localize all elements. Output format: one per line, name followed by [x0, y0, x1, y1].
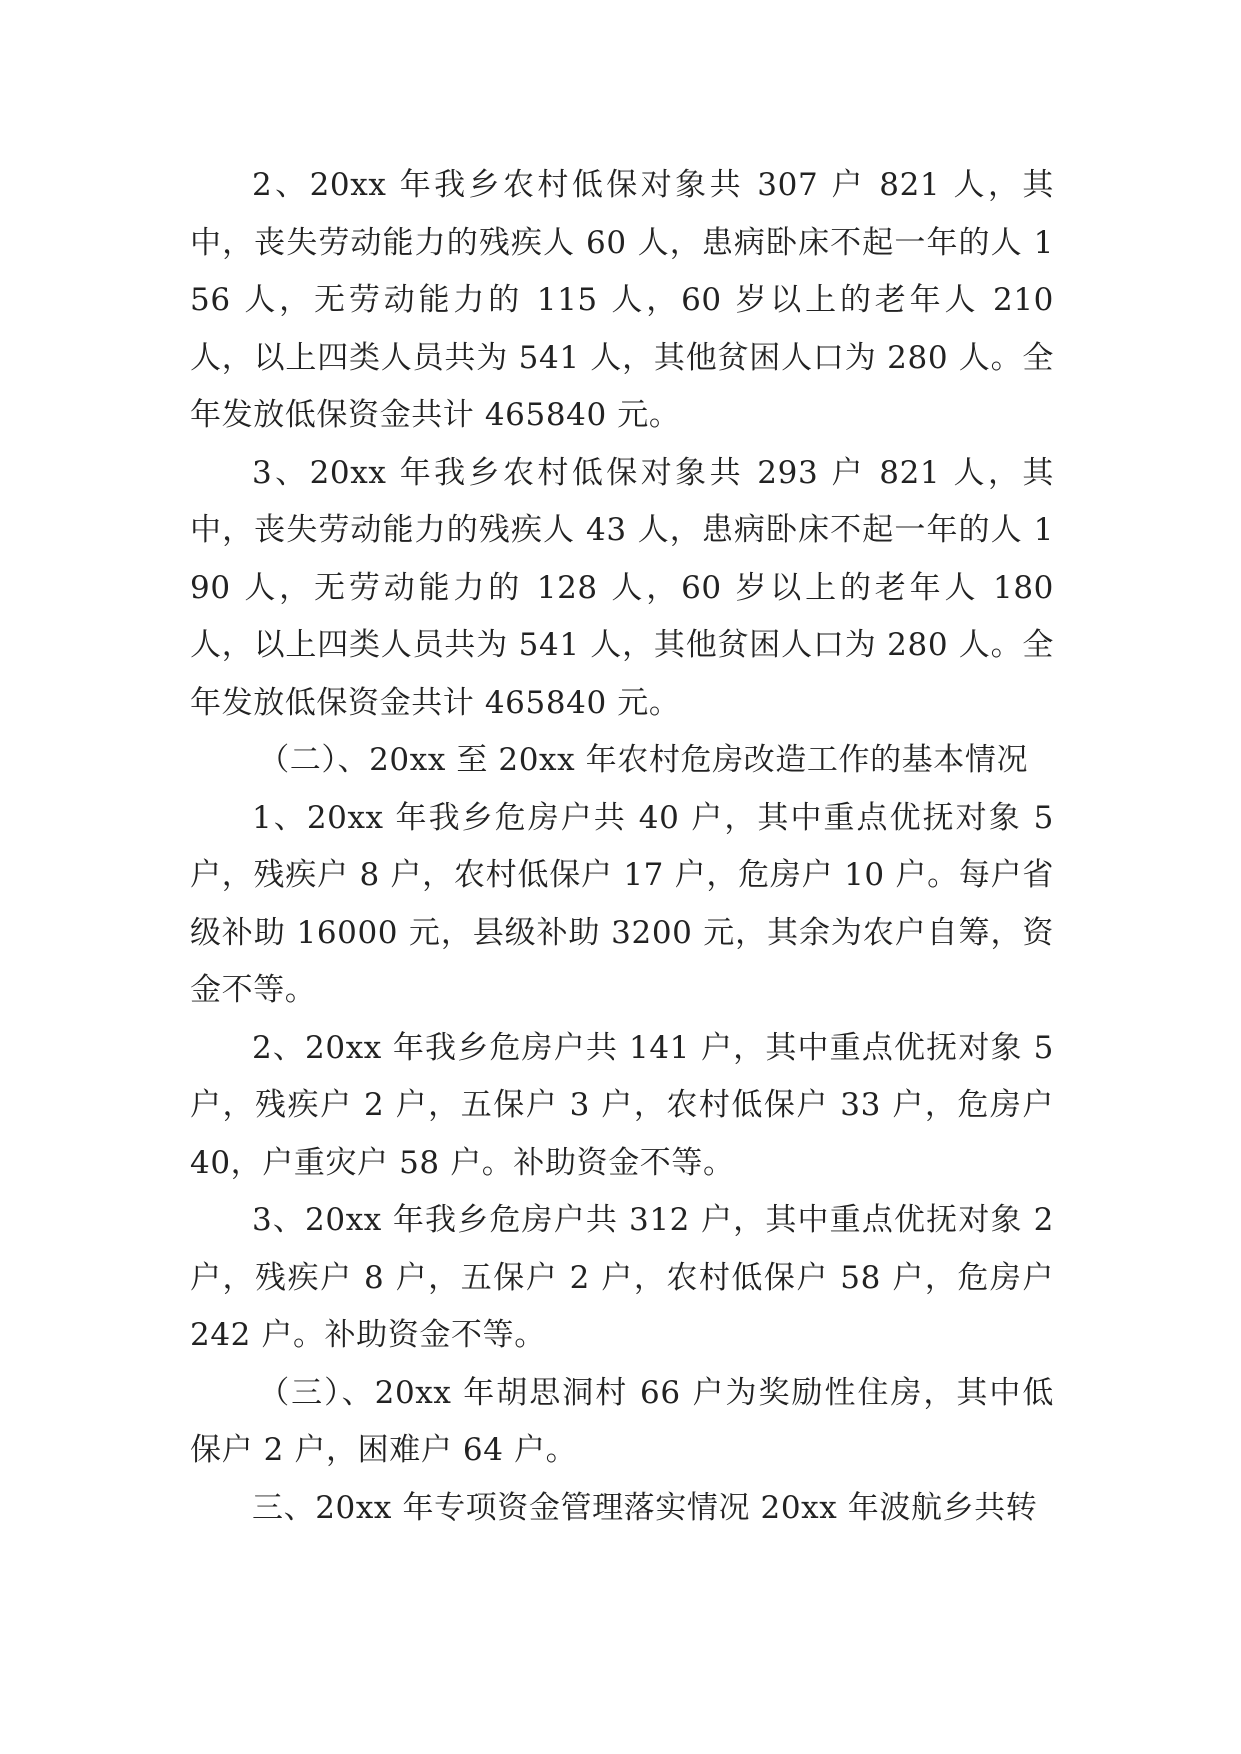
- paragraph-housing-2: 2、20xx 年我乡危房户共 141 户，其中重点优抚对象 5 户，残疾户 2 户，五保户 3 户，农村低保户 33 户，危房户 40，户重灾户 58 户。补助资金不等。: [190, 1029, 1054, 1181]
- section-heading-housing-renovation: （二）、20xx 至 20xx 年农村危房改造工作的基本情况: [258, 742, 1029, 778]
- paragraph-housing-1: 1、20xx 年我乡危房户共 40 户，其中重点优抚对象 5 户，残疾户 8 户，农村低保户 17 户，危房户 10 户。每户省级补助 16000 元，县级补助 3200 元，其余为农户自筹，资金不等。: [190, 799, 1054, 1008]
- paragraph-special-funds: 三、20xx 年专项资金管理落实情况 20xx 年波航乡共转: [252, 1489, 1038, 1526]
- document-body: [190, 157, 1054, 1537]
- paragraph-housing-3: 3、20xx 年我乡危房户共 312 户，其中重点优抚对象 2 户，残疾户 8 户，五保户 2 户，农村低保户 58 户，危房户 242 户。补助资金不等。: [190, 1202, 1054, 1353]
- paragraph-low-income-2: 2、20xx 年我乡农村低保对象共 307 户 821 人，其中，丧失劳动能力的残疾人 60 人，患病卧床不起一年的人 156 人，无劳动能力的 115 人，60 岁以上的老年人 210 人，以上四类人员共为 541 人，其他贫困人口为 280 人。全年发放低保资金共计 465840 元。: [190, 167, 1054, 433]
- paragraph-incentive-housing: （三）、20xx 年胡思洞村 66 户为奖励性住房，其中低保户 2 户，困难户 64 户。: [190, 1374, 1054, 1468]
- paragraph-low-income-3: 3、20xx 年我乡农村低保对象共 293 户 821 人，其中，丧失劳动能力的残疾人 43 人，患病卧床不起一年的人 190 人，无劳动能力的 128 人，60 岁以上的老年人 180 人，以上四类人员共为 541 人，其他贫困人口为 280 人。全年发放低保资金共计 465840 元。: [190, 454, 1054, 721]
